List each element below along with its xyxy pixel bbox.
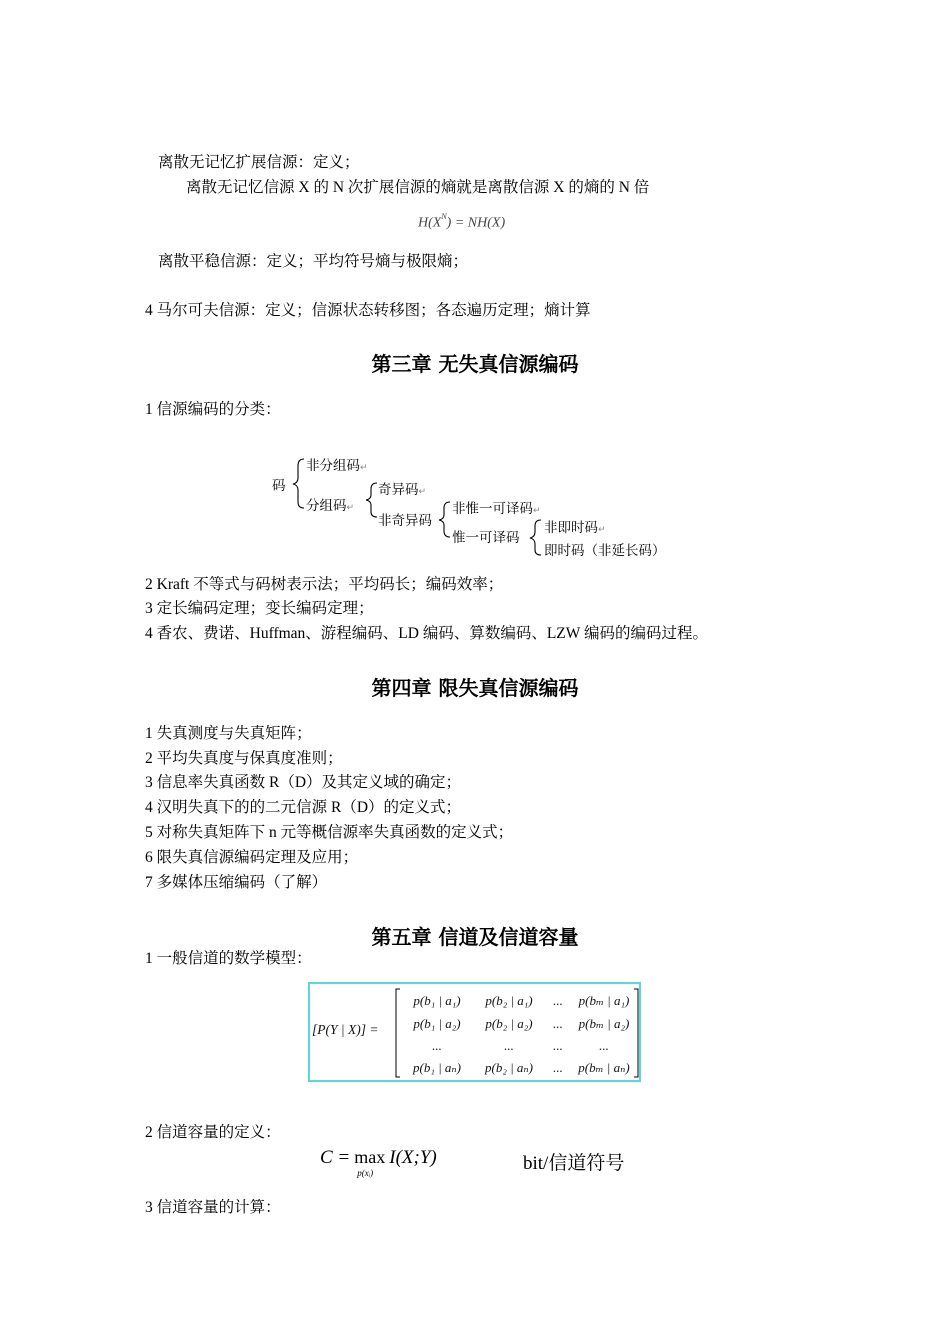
capacity-max xyxy=(354,1147,386,1178)
entropy-formula-sup: N xyxy=(441,212,447,221)
capacity-max-label: max xyxy=(354,1147,386,1167)
stationary-line: 离散平稳信源：定义；平均符号熵与极限熵； xyxy=(158,253,469,270)
brace-block xyxy=(366,483,377,517)
matrix-row xyxy=(402,1035,638,1056)
ch4-item5: 5 对称失真矩阵下 n 元等概信源率失真函数的定义式； xyxy=(145,824,514,841)
matrix-cell: p(bₘ | a₂) xyxy=(578,1016,630,1031)
markov-line: 4 马尔可夫信源：定义；信源状态转移图；各态遍历定理；熵计算 xyxy=(145,302,591,319)
ch5-item1: 1 一般信道的数学模型： xyxy=(145,950,312,967)
ch4-item3: 3 信息率失真函数 R（D）及其定义域的确定； xyxy=(145,774,462,791)
matrix-row xyxy=(402,989,638,1012)
chapter5-title: 第五章 信道及信道容量 xyxy=(371,925,579,949)
ch3-item1: 1 信源编码的分类： xyxy=(145,401,281,418)
enter-mark: ↵ xyxy=(533,506,541,516)
tree-non-instant-label: 非即时码 xyxy=(544,520,598,536)
tree-singular-label: 奇异码 xyxy=(378,482,419,498)
tree-root: 码 xyxy=(272,478,286,494)
matrix-grid xyxy=(402,989,638,1079)
ch4-item6: 6 限失真信源编码定理及应用； xyxy=(145,849,359,866)
matrix-cell: ... xyxy=(599,1038,609,1053)
ch3-item4: 4 香农、费诺、Huffman、游程编码、LD 编码、算数编码、LZW 编码的编码过程。 xyxy=(145,625,708,642)
ch4-item4: 4 汉明失真下的的二元信源 R（D）的定义式； xyxy=(145,799,462,816)
matrix-lhs: [P(Y | X)] = xyxy=(312,1022,379,1037)
tree-instant: 即时码（非延长码） xyxy=(544,543,666,559)
capacity-formula xyxy=(320,1147,437,1178)
tree-non-block xyxy=(306,454,368,474)
capacity-max-sub: p(xᵢ) xyxy=(357,1168,374,1178)
matrix-cell: p(b₁ | aₙ) xyxy=(412,1060,462,1075)
enter-mark: ↵ xyxy=(598,525,606,535)
tree-singular xyxy=(378,478,426,498)
ch4-item1: 1 失真测度与失真矩阵； xyxy=(145,725,312,742)
entropy-formula xyxy=(418,214,505,232)
chapter4-title: 第四章 限失真信源编码 xyxy=(371,676,579,700)
ch5-item2: 2 信道容量的定义： xyxy=(145,1124,281,1141)
enter-mark: ↵ xyxy=(418,487,427,497)
ch4-item2: 2 平均失真度与保真度准则； xyxy=(145,750,343,767)
matrix-row xyxy=(402,1012,638,1035)
enter-mark: ↵ xyxy=(346,503,355,513)
ext-source-line: 离散无记忆扩展信源：定义； xyxy=(158,154,360,171)
matrix-cell: p(b₁ | a₁) xyxy=(413,993,461,1008)
matrix-cell: p(bₘ | aₙ) xyxy=(578,1060,630,1075)
channel-matrix-box xyxy=(308,982,641,1082)
ch3-item3: 3 定长编码定理；变长编码定理； xyxy=(145,600,374,617)
tree-non-block-label: 非分组码 xyxy=(306,458,360,474)
matrix-cell: ... xyxy=(432,1038,442,1053)
chapter3-title: 第三章 无失真信源编码 xyxy=(371,352,579,376)
matrix-cell: ... xyxy=(504,1038,514,1053)
ext-source-desc: 离散无记忆信源 X 的 N 次扩展信源的熵就是离散信源 X 的熵的 N 倍 xyxy=(186,179,650,196)
tree-non-unique-label: 非惟一可译码 xyxy=(452,501,533,517)
tree-block-label: 分组码 xyxy=(306,498,347,514)
tree-non-instant xyxy=(544,516,606,536)
ch5-item3: 3 信道容量的计算： xyxy=(145,1199,281,1216)
brace-code xyxy=(293,459,304,508)
matrix-row xyxy=(402,1056,638,1079)
capacity-unit: bit/信道符号 xyxy=(523,1153,625,1174)
matrix-cell: ... xyxy=(553,993,563,1008)
brace-unique xyxy=(530,520,541,555)
tree-block xyxy=(306,494,354,514)
entropy-formula-lhs: H(X xyxy=(418,215,442,231)
matrix-cell: p(b₁ | a₂) xyxy=(413,1016,461,1031)
tree-non-unique xyxy=(452,497,541,517)
capacity-rest: I(X;Y) xyxy=(389,1147,437,1168)
brace-non-singular xyxy=(439,502,450,537)
matrix-cell: ... xyxy=(553,1016,563,1031)
matrix-cell: p(b₂ | a₂) xyxy=(485,1016,533,1031)
matrix-cell: ... xyxy=(553,1038,563,1053)
enter-mark: ↵ xyxy=(360,463,368,473)
ch4-item7: 7 多媒体压缩编码（了解） xyxy=(145,874,328,891)
matrix-cell: p(bₘ | a₁) xyxy=(578,993,630,1008)
tree-non-singular: 非奇异码 xyxy=(378,513,432,529)
tree-unique: 惟一可译码 xyxy=(452,530,520,546)
matrix-cell: ... xyxy=(553,1060,563,1075)
ch3-item2: 2 Kraft 不等式与码树表示法；平均码长；编码效率； xyxy=(145,576,504,593)
matrix-cell: p(b₂ | aₙ) xyxy=(484,1060,534,1075)
capacity-c: C = xyxy=(320,1147,351,1168)
matrix-cell: p(b₂ | a₁) xyxy=(485,993,533,1008)
entropy-formula-rhs: ) = NH(X) xyxy=(446,215,506,231)
